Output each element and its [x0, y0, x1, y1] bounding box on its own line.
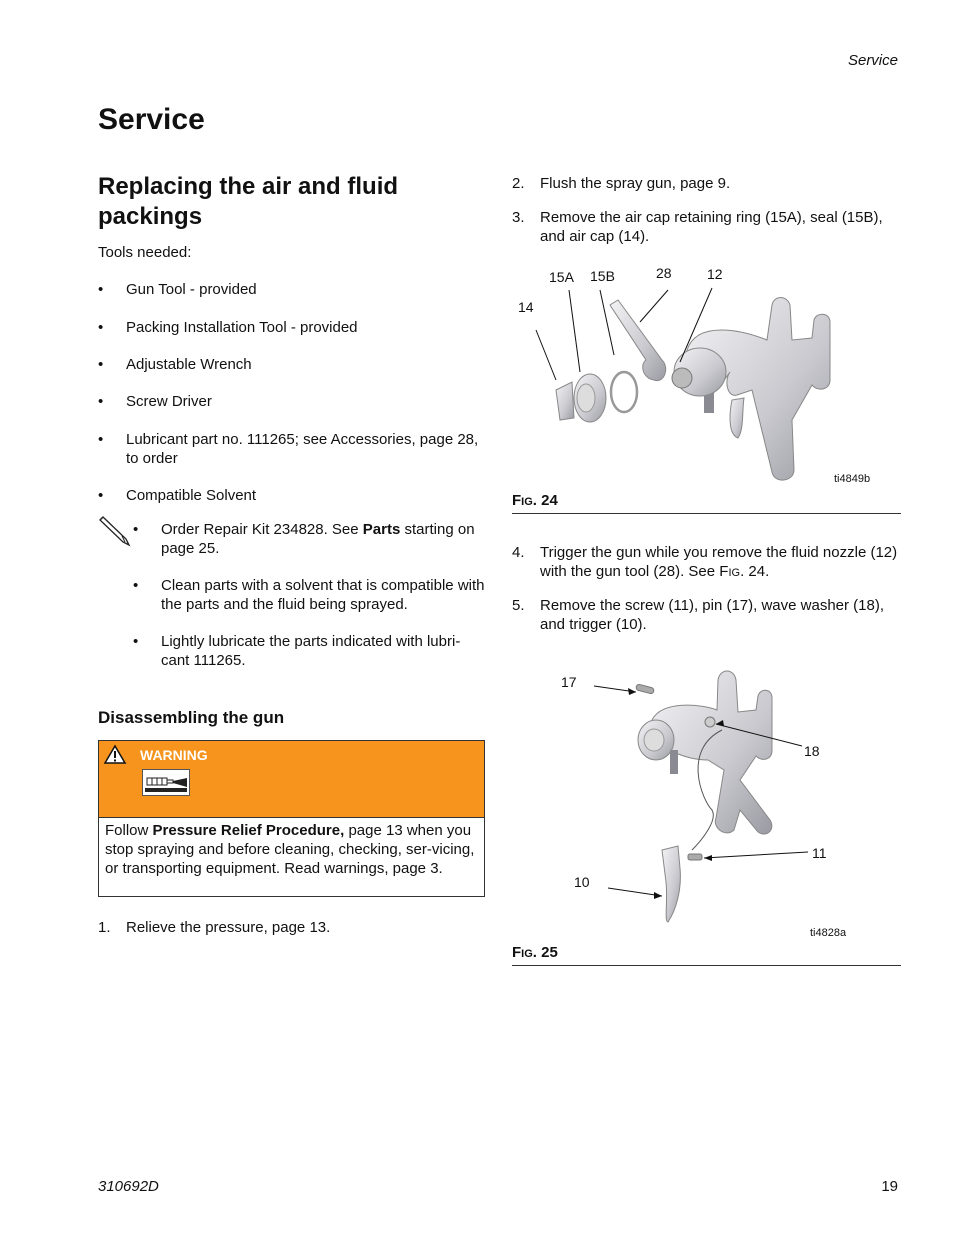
- section-title: Replacing the air and fluid packings: [98, 173, 399, 230]
- warning-text: Follow Pressure Relief Procedure, page 13 when you stop spraying and before cleaning, checking, ser-vicing, or transporting equipment. Read warnings, page 3.: [105, 822, 475, 877]
- figure-25: [512, 660, 902, 940]
- warning-label: WARNING: [140, 747, 208, 763]
- callout-label: 18: [804, 743, 820, 759]
- page-title: Service: [98, 103, 205, 136]
- divider: [512, 513, 901, 514]
- callout-label: 28: [656, 265, 672, 281]
- page-number: 19: [881, 1178, 898, 1195]
- warning-box: [98, 740, 485, 897]
- figure-caption: FIG. 24: [512, 492, 558, 509]
- image-id: ti4828a: [810, 927, 847, 939]
- callout-label: 15B: [590, 268, 615, 284]
- pencil-icon: [100, 514, 132, 546]
- callout-label: 12: [707, 266, 723, 282]
- spray-gun-trigger-illustration: [512, 660, 902, 940]
- callout-label: 14: [518, 299, 534, 315]
- divider: [512, 965, 901, 966]
- callout-label: 15A: [549, 269, 574, 285]
- callout-label: 17: [561, 674, 577, 690]
- subsection-title: Disassembling the gun: [98, 708, 285, 727]
- tools-label: Tools needed:: [98, 244, 192, 261]
- image-id: ti4849b: [834, 473, 871, 485]
- warning-header: [99, 741, 484, 818]
- callout-label: 11: [812, 845, 827, 861]
- pressurized-gun-icon: [142, 769, 190, 796]
- figure-24: [512, 260, 902, 490]
- spray-gun-exploded-illustration: [512, 260, 902, 490]
- doc-number: 310692D: [98, 1178, 159, 1195]
- callout-label: 10: [574, 874, 590, 890]
- warning-triangle-icon: [104, 745, 126, 764]
- figure-caption: FIG. 25: [512, 944, 558, 961]
- running-header: Service: [847, 52, 898, 69]
